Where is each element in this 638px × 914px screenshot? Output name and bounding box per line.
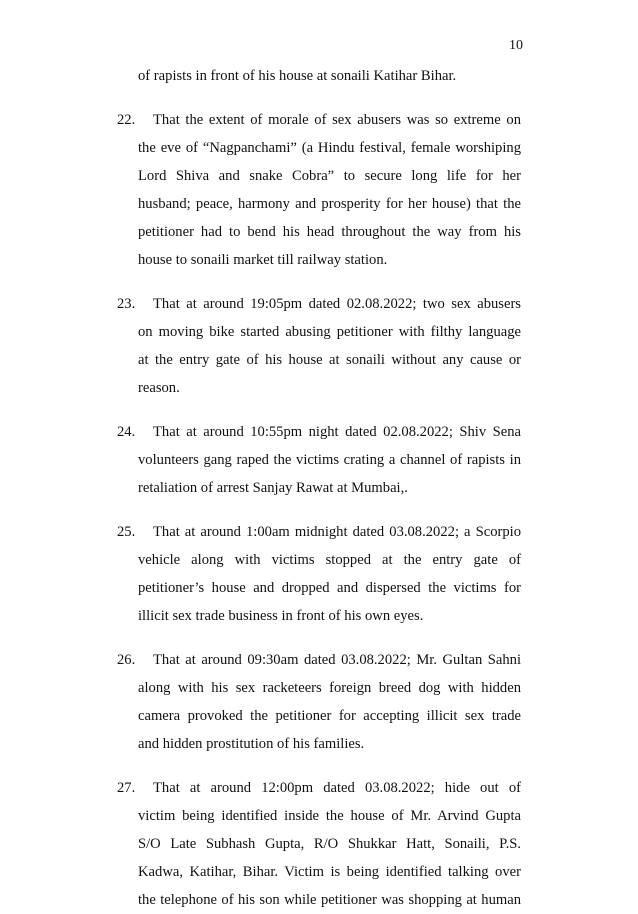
paragraph-text: That at around 1:00am midnight dated 03.08.2022; a Scorpio	[153, 524, 521, 540]
paragraph-line	[117, 774, 521, 802]
paragraph-text: That at around 12:00pm dated 03.08.2022; hide out of	[153, 780, 521, 796]
paragraph-line: petitioner had to bend his head throughout the way from his	[138, 224, 521, 240]
paragraph-line: retaliation of arrest Sanjay Rawat at Mumbai,.	[138, 480, 408, 496]
paragraph-line: husband; peace, harmony and prosperity for her house) that the	[138, 196, 521, 212]
paragraph-line: along with his sex racketeers foreign breed dog with hidden	[138, 680, 521, 696]
paragraph-line: Lord Shiva and snake Cobra” to secure long life for her	[138, 168, 521, 184]
paragraph-line	[117, 290, 521, 318]
paragraph-line: reason.	[138, 380, 180, 396]
numbered-paragraph	[117, 774, 521, 914]
paragraph-line: camera provoked the petitioner for accepting illicit sex trade	[138, 708, 521, 724]
numbered-paragraph	[117, 646, 521, 758]
paragraph-line	[117, 646, 521, 674]
paragraph-text: That at around 09:30am dated 03.08.2022; Mr. Gultan Sahni	[153, 652, 521, 668]
paragraph-line: the telephone of his son while petitioner was shopping at human	[138, 892, 521, 908]
paragraph-number: 22.	[117, 112, 136, 128]
paragraph-number: 25.	[117, 524, 136, 540]
paragraph-number: 27.	[117, 780, 136, 796]
paragraph-text: That at around 10:55pm night dated 02.08.2022; Shiv Sena	[153, 424, 521, 440]
paragraph-line	[117, 106, 521, 134]
paragraph-line: petitioner’s house and dropped and dispersed the victims for	[138, 580, 521, 596]
paragraph-number: 24.	[117, 424, 136, 440]
paragraph-list	[117, 106, 521, 914]
paragraph-text: That at around 19:05pm dated 02.08.2022; two sex abusers	[153, 296, 521, 312]
numbered-paragraph	[117, 418, 521, 502]
paragraph-line	[117, 418, 521, 446]
paragraph-text: That the extent of morale of sex abusers was so extreme on	[153, 112, 521, 128]
numbered-paragraph	[117, 290, 521, 402]
paragraph-line: illicit sex trade business in front of his own eyes.	[138, 608, 424, 624]
paragraph-line: vehicle along with victims stopped at the entry gate of	[138, 552, 521, 568]
paragraph-line: house to sonaili market till railway station.	[138, 252, 388, 268]
numbered-paragraph	[117, 106, 521, 274]
continuation-text: of rapists in front of his house at sonaili Katihar Bihar.	[138, 68, 457, 84]
numbered-paragraph	[117, 518, 521, 630]
paragraph-number: 23.	[117, 296, 136, 312]
paragraph-line: victim being identified inside the house of Mr. Arvind Gupta	[138, 808, 521, 824]
document-body	[117, 62, 521, 914]
paragraph-line: S/O Late Subhash Gupta, R/O Shukkar Hatt, Sonaili, P.S.	[138, 836, 521, 852]
paragraph-line: at the entry gate of his house at sonaili without any cause or	[138, 352, 521, 368]
paragraph-line	[117, 518, 521, 546]
paragraph-line: on moving bike started abusing petitioner with filthy language	[138, 324, 521, 340]
paragraph-number: 26.	[117, 652, 136, 668]
page-number: 10	[509, 38, 523, 53]
paragraph-line: volunteers gang raped the victims crating a channel of rapists in	[138, 452, 521, 468]
paragraph-line: the eve of “Nagpanchami” (a Hindu festival, female worshiping	[138, 140, 521, 156]
paragraph-line: Kadwa, Katihar, Bihar. Victim is being identified talking over	[138, 864, 521, 880]
paragraph-line: and hidden prostitution of his families.	[138, 736, 365, 752]
